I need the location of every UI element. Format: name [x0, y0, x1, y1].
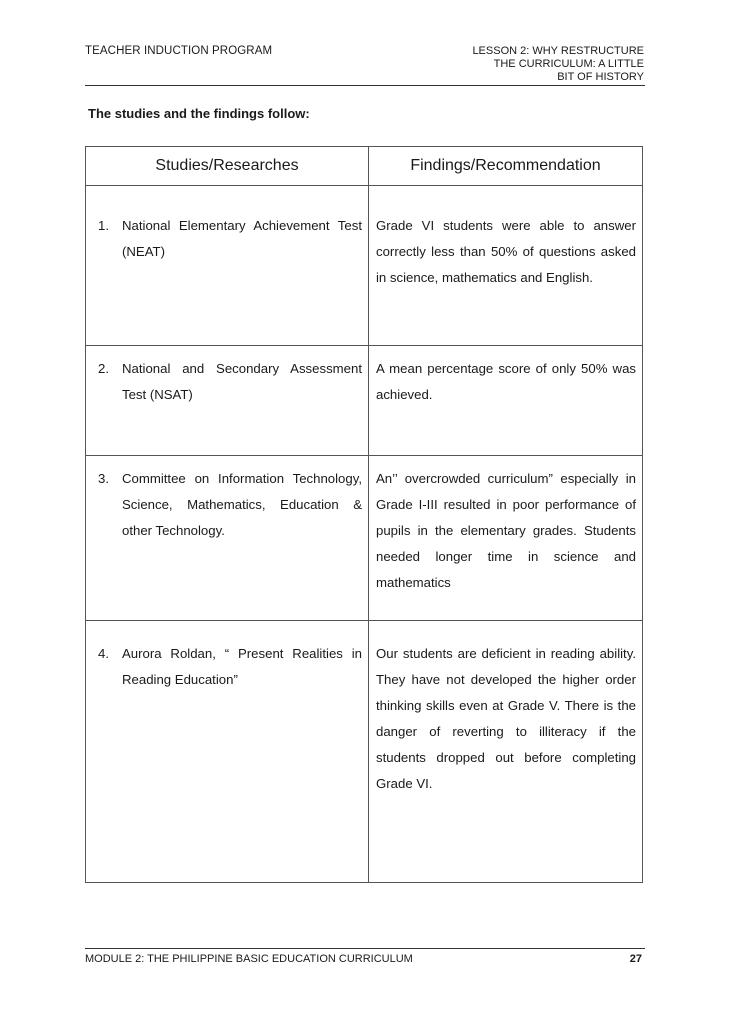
- row-number: 4.: [98, 646, 109, 661]
- column-header-findings: Findings/Recommendation: [369, 147, 643, 186]
- header-divider: [85, 85, 645, 86]
- table-row: [86, 456, 643, 621]
- study-cell: [86, 186, 369, 346]
- table-header-row: [86, 147, 643, 186]
- finding-cell: [369, 456, 643, 621]
- finding-text: Grade VI students were able to answer correctly less than 50% of questions asked in science, mathematics and English.: [376, 218, 636, 285]
- finding-cell: [369, 621, 643, 883]
- intro-text: The studies and the findings follow:: [88, 106, 310, 121]
- study-cell: [86, 346, 369, 456]
- table-row: [86, 186, 643, 346]
- studies-findings-table: [85, 146, 643, 883]
- study-text: Aurora Roldan, “ Present Realities in Reading Education”: [122, 646, 362, 687]
- study-cell: [86, 621, 369, 883]
- footer-divider: [85, 948, 645, 949]
- finding-cell: [369, 346, 643, 456]
- header-right-line: BIT OF HISTORY: [557, 71, 644, 83]
- finding-text: A mean percentage score of only 50% was achieved.: [376, 361, 636, 402]
- study-text: National Elementary Achievement Test (NEAT): [122, 218, 362, 259]
- finding-text: Our students are deficient in reading ability. They have not developed the higher order thinking skills even at Grade V. There is the danger of reverting to illiteracy if the students dropped out before completing Grade VI.: [376, 646, 636, 791]
- row-number: 3.: [98, 471, 109, 486]
- header-right-line: THE CURRICULUM: A LITTLE: [493, 58, 644, 70]
- running-header-left: TEACHER INDUCTION PROGRAM: [85, 45, 273, 57]
- finding-cell: [369, 186, 643, 346]
- study-cell: [86, 456, 369, 621]
- running-footer: MODULE 2: THE PHILIPPINE BASIC EDUCATION CURRICULUM: [85, 953, 413, 965]
- table-row: [86, 621, 643, 883]
- running-header-right: [424, 45, 644, 84]
- header-right-line: LESSON 2: WHY RESTRUCTURE: [472, 45, 644, 57]
- study-text: National and Secondary Assessment Test (NSAT): [122, 361, 362, 402]
- page-number: 27: [629, 953, 642, 965]
- study-text: Committee on Information Technology, Science, Mathematics, Education & other Technology.: [122, 471, 362, 538]
- table-row: [86, 346, 643, 456]
- row-number: 1.: [98, 218, 109, 233]
- column-header-studies: Studies/Researches: [86, 147, 369, 186]
- row-number: 2.: [98, 361, 109, 376]
- finding-text: An’’ overcrowded curriculum” especially in Grade I-III resulted in poor performance of pupils in the elementary grades. Students needed longer time in science and mathematics: [376, 471, 636, 590]
